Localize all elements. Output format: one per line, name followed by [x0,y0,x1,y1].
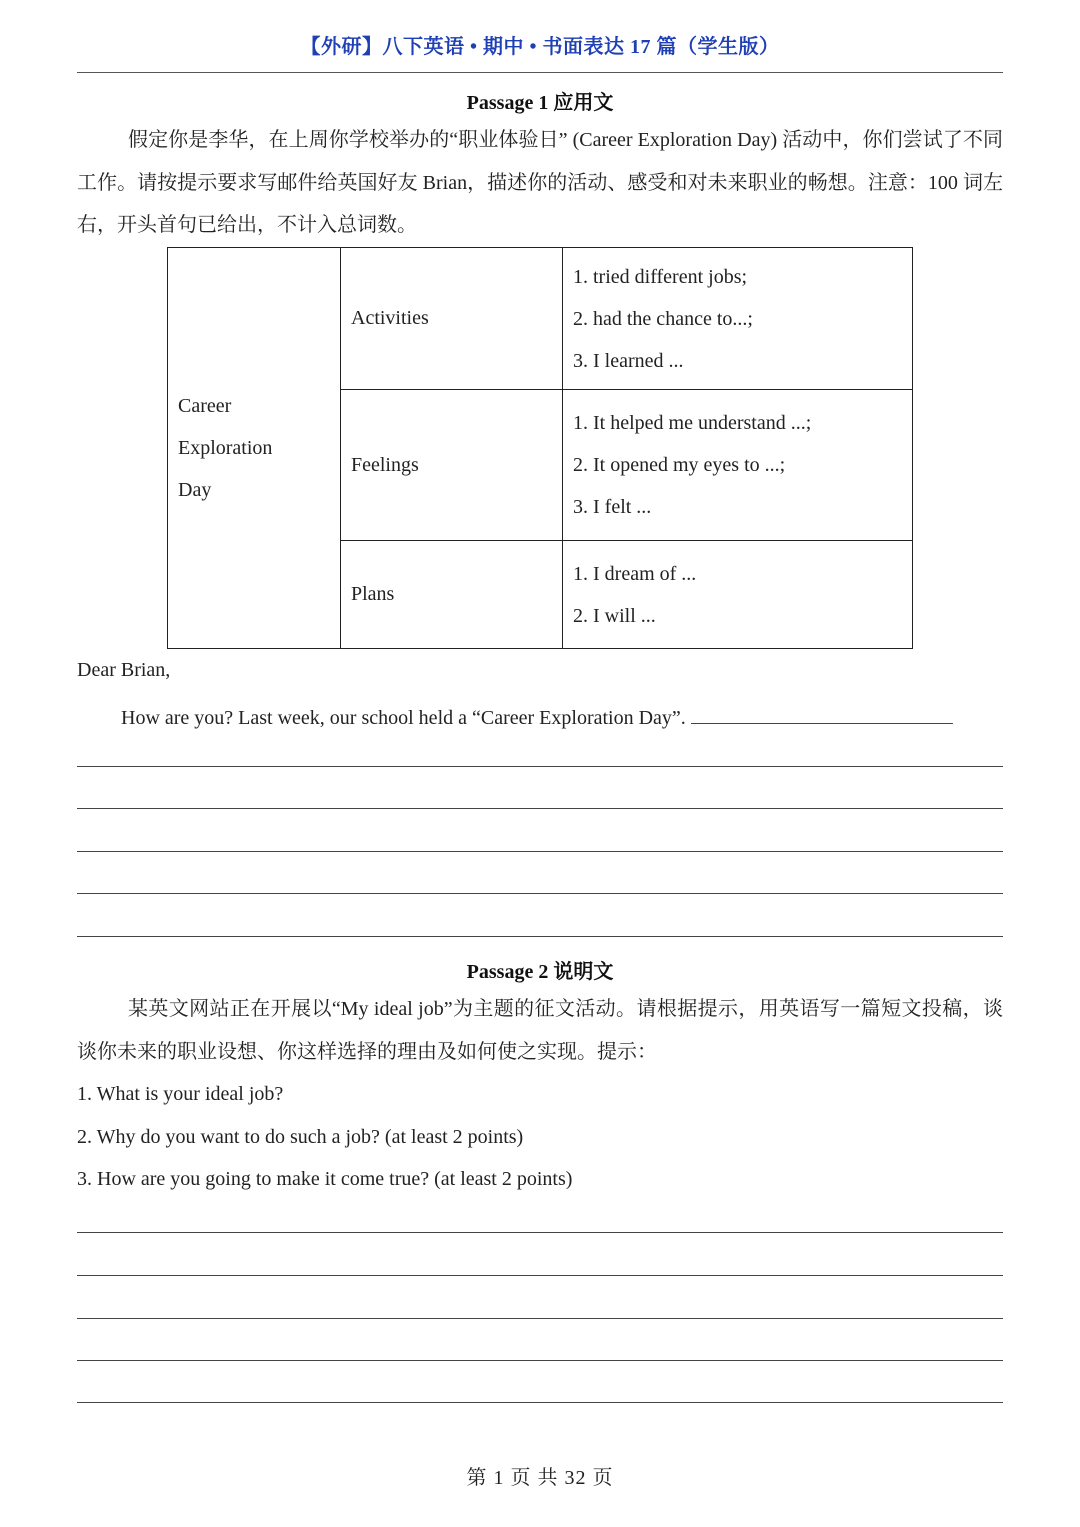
passage2-title: Passage 2 说明文 [466,961,614,983]
row-label-feelings: Feelings [341,390,563,541]
writing-line[interactable] [77,893,1003,894]
letter-opening-line [121,701,953,730]
writing-line[interactable] [77,808,1003,809]
question-item: 3. How are you going to make it come true? (at least 2 points) [77,1168,573,1190]
hints-feelings [563,390,913,541]
hint-item: 2. It opened my eyes to ...; [573,454,786,476]
writing-line[interactable] [77,851,1003,852]
question-item: 2. Why do you want to do such a job? (at least 2 points) [77,1126,524,1148]
hints-plans [563,541,913,649]
hint-item: 3. I felt ... [573,496,652,518]
row-label-plans: Plans [341,541,563,649]
page-number: 第 1 页 共 32 页 [466,1467,614,1489]
answer-blank[interactable] [691,701,953,724]
hints-activities [563,248,913,390]
topic-line: Day [178,479,212,501]
hint-item: 3. I learned ... [573,349,684,372]
writing-line[interactable] [77,1360,1003,1361]
writing-line[interactable] [77,1402,1003,1403]
hint-item: 1. I dream of ... [573,562,697,585]
writing-line[interactable] [77,1275,1003,1276]
writing-line[interactable] [77,1318,1003,1319]
question-item: 1. What is your ideal job? [77,1083,284,1105]
row-label-activities: Activities [341,248,563,390]
writing-line[interactable] [77,1232,1003,1233]
topic-cell [168,248,341,649]
passage1-title: Passage 1 应用文 [466,92,614,114]
outline-table [167,247,913,649]
header-divider [77,72,1003,73]
writing-line[interactable] [77,936,1003,937]
letter-opening: How are you? Last week, our school held a “Career Exploration Day”. [121,707,686,729]
document-header-title: 【外研】八下英语 • 期中 • 书面表达 17 篇（学生版） [300,36,780,58]
passage2-prompt: 某英文网站正在开展以“My ideal job”为主题的征文活动。请根据提示，用英语写一篇短文投稿，谈谈你未来的职业设想、你这样选择的理由及如何使之实现。提示： [77,998,1003,1063]
hint-item: 2. had the chance to...; [573,307,753,330]
writing-line[interactable] [77,766,1003,767]
hint-item: 1. tried different jobs; [573,265,748,288]
hint-item: 1. It helped me understand ...; [573,412,812,434]
topic-line: Exploration [178,437,273,459]
letter-greeting: Dear Brian, [77,659,171,681]
passage1-prompt: 假定你是李华，在上周你学校举办的“职业体验日” (Career Exploration Day) 活动中，你们尝试了不同工作。请按提示要求写邮件给英国好友 Brian，描述你的活动、感受和对未来职业的畅想。注意：100 词左右，开头首句已给出，不计入总词数。 [77,129,1003,236]
hint-item: 2. I will ... [573,604,656,627]
topic-line: Career [178,395,232,417]
